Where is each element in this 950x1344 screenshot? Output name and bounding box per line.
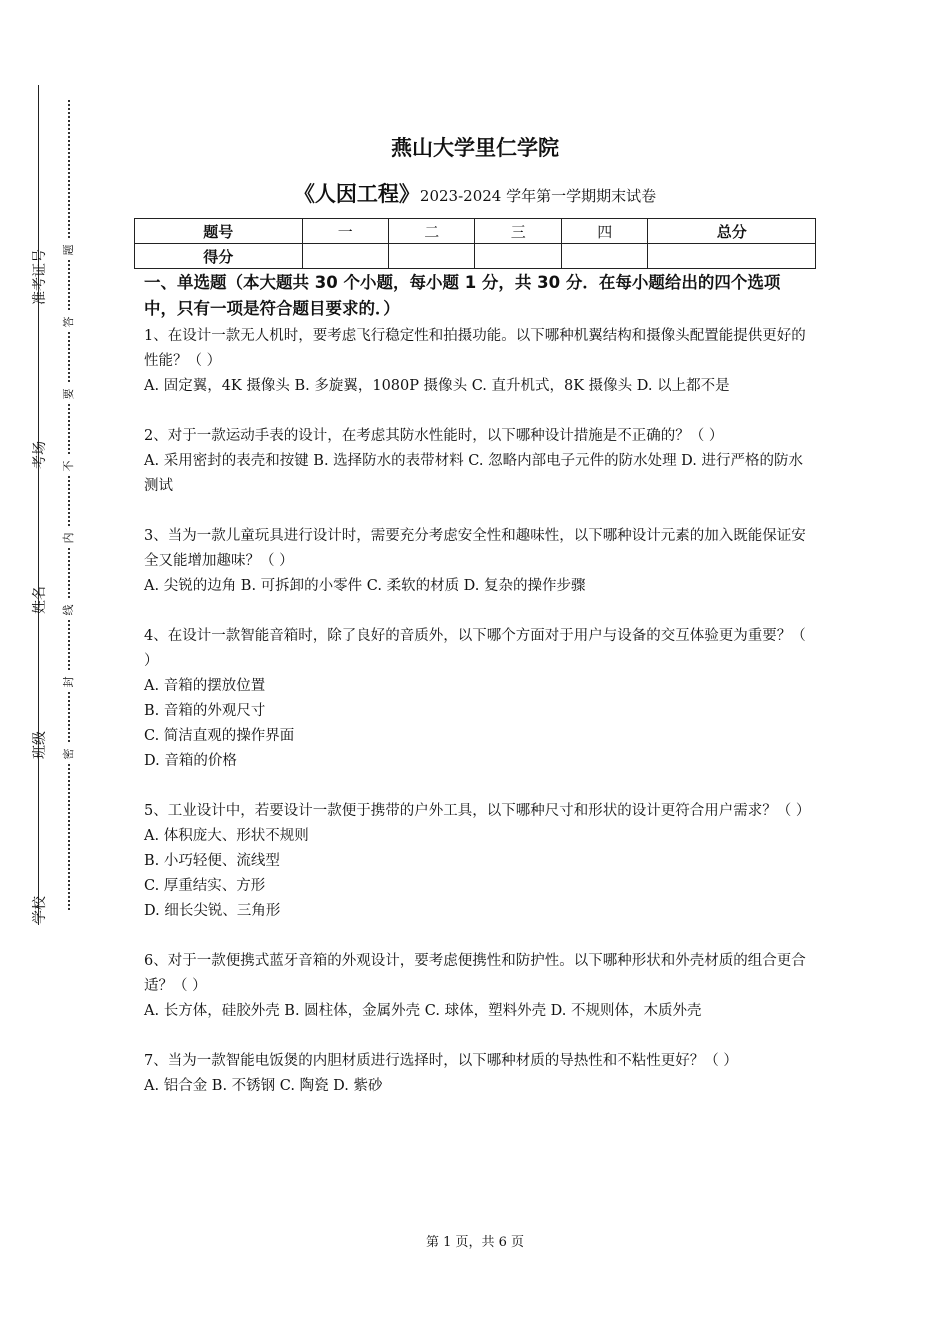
score-table — [134, 218, 816, 269]
name-label: 姓名 — [32, 586, 48, 614]
question-stem: 1、在设计一款无人机时，要考虑飞行稳定性和拍摄功能。以下哪种机翼结构和摄像头配置能提供更好的性能？（ ） — [144, 328, 806, 369]
score-header-cell: 一 — [302, 219, 388, 244]
exam-content — [144, 270, 810, 1124]
question-stem: 5、工业设计中，若要设计一款便于携带的户外工具，以下哪种尺寸和形状的设计更符合用户需求？（ ） — [144, 803, 811, 819]
question-3 — [144, 524, 810, 599]
seal-char: 答 — [63, 312, 75, 332]
option-d: D. 音箱的价格 — [144, 753, 237, 769]
section-heading: 一、单选题（本大题共 30 个小题，每小题 1 分，共 30 分．在每小题给出的四个选项中，只有一项是符合题目要求的．） — [144, 273, 781, 318]
question-stem: 3、当为一款儿童玩具进行设计时，需要充分考虑安全性和趣味性，以下哪种设计元素的加入既能保证安全又能增加趣味？（ ） — [144, 528, 806, 569]
score-input-cell[interactable] — [648, 244, 816, 269]
question-options: A. 固定翼，4K 摄像头 B. 多旋翼，1080P 摄像头 C. 直升机式，8K 摄像头 D. 以上都不是 — [144, 378, 730, 394]
option-b: B. 小巧轻便、流线型 — [144, 853, 280, 869]
question-5 — [144, 799, 810, 924]
score-table-header-row — [135, 219, 816, 244]
seal-char: 题 — [63, 240, 75, 260]
seal-char: 内 — [63, 528, 75, 548]
seal-char: 线 — [63, 600, 75, 620]
option-c: C. 厚重结实、方形 — [144, 878, 266, 894]
school-title: 燕山大学里仁学院 — [391, 136, 559, 160]
score-input-cell[interactable] — [561, 244, 647, 269]
option-a: A. 体积庞大、形状不规则 — [144, 828, 309, 844]
question-stem: 4、在设计一款智能音箱时，除了良好的音质外，以下哪个方面对于用户与设备的交互体验更为重要？（ ） — [144, 628, 806, 669]
option-d: D. 细长尖锐、三角形 — [144, 903, 281, 919]
question-options: A. 采用密封的表壳和按键 B. 选择防水的表带材料 C. 忽略内部电子元件的防水处理 D. 进行严格的防水测试 — [144, 453, 804, 494]
exam-room-label: 考场 — [32, 441, 48, 469]
score-header-cell: 总分 — [648, 219, 816, 244]
question-7 — [144, 1049, 810, 1099]
seal-char: 封 — [63, 672, 75, 692]
question-stem: 6、对于一款便携式蓝牙音箱的外观设计，要考虑便携性和防护性。以下哪种形状和外壳材质的组合更合适？（ ） — [144, 953, 806, 994]
question-options: A. 长方体，硅胶外壳 B. 圆柱体，金属外壳 C. 球体，塑料外壳 D. 不规则体，木质外壳 — [144, 1003, 702, 1019]
score-header-cell: 题号 — [135, 219, 303, 244]
seal-char: 不 — [63, 456, 75, 476]
course-name: 《人因工程》 — [293, 182, 420, 206]
option-a: A. 音箱的摆放位置 — [144, 678, 266, 694]
exam-term: 2023-2024 学年第一学期期末试卷 — [419, 187, 657, 205]
exam-subtitle — [0, 178, 950, 208]
option-b: B. 音箱的外观尺寸 — [144, 703, 266, 719]
question-4 — [144, 624, 810, 774]
score-table-score-row — [135, 244, 816, 269]
question-6 — [144, 949, 810, 1024]
question-2 — [144, 424, 810, 499]
score-input-cell[interactable] — [388, 244, 474, 269]
question-options: A. 铝合金 B. 不锈钢 C. 陶瓷 D. 紫砂 — [144, 1078, 383, 1094]
score-header-cell: 三 — [475, 219, 561, 244]
class-label: 班级 — [32, 731, 48, 759]
exam-number-label: 准考证号 — [32, 249, 48, 305]
question-stem: 2、对于一款运动手表的设计，在考虑其防水性能时，以下哪种设计措施是不正确的？（ ） — [144, 428, 724, 444]
question-options: A. 尖锐的边角 B. 可拆卸的小零件 C. 柔软的材质 D. 复杂的操作步骤 — [144, 578, 586, 594]
question-1 — [144, 324, 810, 399]
score-input-cell[interactable] — [475, 244, 561, 269]
seal-char: 密 — [63, 744, 75, 764]
score-header-cell: 二 — [388, 219, 474, 244]
score-input-cell[interactable] — [302, 244, 388, 269]
binding-dotted-line — [68, 100, 70, 910]
page-footer: 第 1 页，共 6 页 — [425, 1235, 525, 1250]
score-row-label: 得分 — [135, 244, 303, 269]
score-header-cell: 四 — [561, 219, 647, 244]
option-c: C. 简洁直观的操作界面 — [144, 728, 295, 744]
binding-solid-line — [38, 85, 39, 925]
school-label: 学校 — [32, 896, 48, 924]
question-stem: 7、当为一款智能电饭煲的内胆材质进行选择时，以下哪种材质的导热性和不粘性更好？（ ） — [144, 1053, 738, 1069]
seal-char: 要 — [63, 384, 75, 404]
